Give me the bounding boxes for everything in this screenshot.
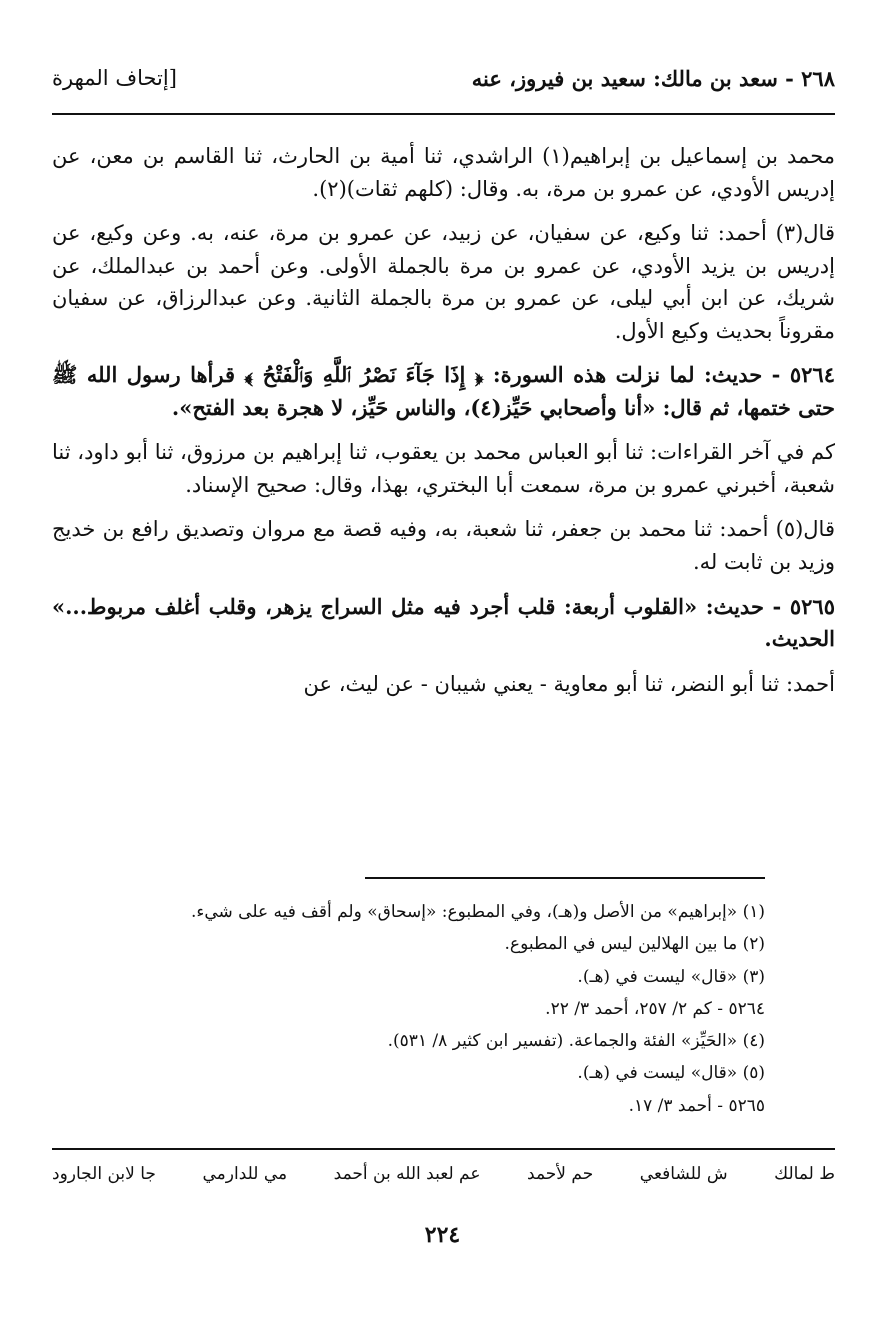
abbreviations-legend [52,1164,835,1184]
footnotes-rule [365,877,765,879]
footnote: (٤) «الحَيِّز» الفئة والجماعة. (تفسير ابن كثير ٨/ ٥٣١). [387,1031,765,1052]
hadith-5265: ٥٢٦٥ - حديث: «القلوب أربعة: قلب أجرد فيه مثل السراج يزهر، وقلب أغلف مربوط...» الحديث. [52,593,835,652]
legend-item: عم لعبد الله بن أحمد [333,1164,481,1184]
header-book-title: [إتحاف المهرة [52,66,177,90]
paragraph: قال(٣) أحمد: ثنا وكيع، عن سفيان، عن زبيد، عن عمرو بن مرة، عنه، به. وعن وكيع، عن إدريس بن يزيد الأودي، عن عمرو بن مرة بالجملة الأولى. وعن أحمد بن عبدالملك، عن شريك، عن ابن أبي ليلى، عن عمرو بن مرة بالجملة الثانية. وعن عبدالرزاق، عن سفيان مقروناً بحديث وكيع الأول. [52,221,836,343]
footnote: ٥٢٦٥ - أحمد ٣/ ١٧. [628,1095,765,1116]
legend-item: ط لمالك [774,1164,835,1184]
footnote: (٥) «قال» ليست في (هـ). [577,1063,765,1084]
legend-item: جا لابن الجارود [52,1164,156,1184]
footnote: (٣) «قال» ليست في (هـ). [577,966,765,987]
paragraph: قال(٥) أحمد: ثنا محمد بن جعفر، ثنا شعبة، به، وفيه قصة مع مروان وتصديق رافع بن خديج وزيد بن ثابت له. [52,517,835,575]
footnote: ٥٢٦٤ - كم ٢/ ٢٥٧، أحمد ٣/ ٢٢. [545,998,765,1019]
legend-item: حم لأحمد [527,1164,594,1184]
paragraph: أحمد: ثنا أبو النضر، ثنا أبو معاوية - يعني شيبان - عن ليث، عن [303,671,835,696]
paragraph: كم في آخر القراءات: ثنا أبو العباس محمد بن يعقوب، ثنا إبراهيم بن مرزوق، ثنا أبو داود، ثنا شعبة، أخبرني عمرو بن مرة، سمعت أبا البختري، بهذا، وقال: صحيح الإسناد. [52,440,835,497]
legend-rule [52,1148,835,1150]
footnote: (٢) ما بين الهلالين ليس في المطبوع. [504,934,765,955]
legend-item: ش للشافعي [639,1164,728,1184]
header-rule [52,113,835,115]
footnotes [150,896,765,1122]
paragraph: محمد بن إسماعيل بن إبراهيم(١) الراشدي، ثنا أمية بن الحارث، ثنا القاسم بن معن، عن إدريس الأودي، عن عمرو بن مرة، به. وقال: (كلهم ثقات)(٢). [52,144,835,201]
footnote: (١) «إبراهيم» من الأصل و(هـ)، وفي المطبوع: «إسحاق» ولم أقف فيه على شيء. [190,902,765,922]
page-number: ٢٢٤ [424,1222,461,1248]
running-header [52,58,835,98]
legend-item: مي للدارمي [202,1164,288,1184]
hadith-5264: ٥٢٦٤ - حديث: لما نزلت هذه السورة: ﴿ إِذَا جَآءَ نَصْرُ ٱللَّهِ وَٱلْفَتْحُ ﴾ قرأها رسول الله ﷺ حتى ختمها، ثم قال: «أنا وأصحابي حَيِّز(٤)، والناس حَيِّز، لا هجرة بعد الفتح». [52,362,835,420]
main-text [52,140,835,712]
header-chapter: ٢٦٨ - سعد بن مالك: سعيد بن فيروز، عنه [471,65,835,91]
